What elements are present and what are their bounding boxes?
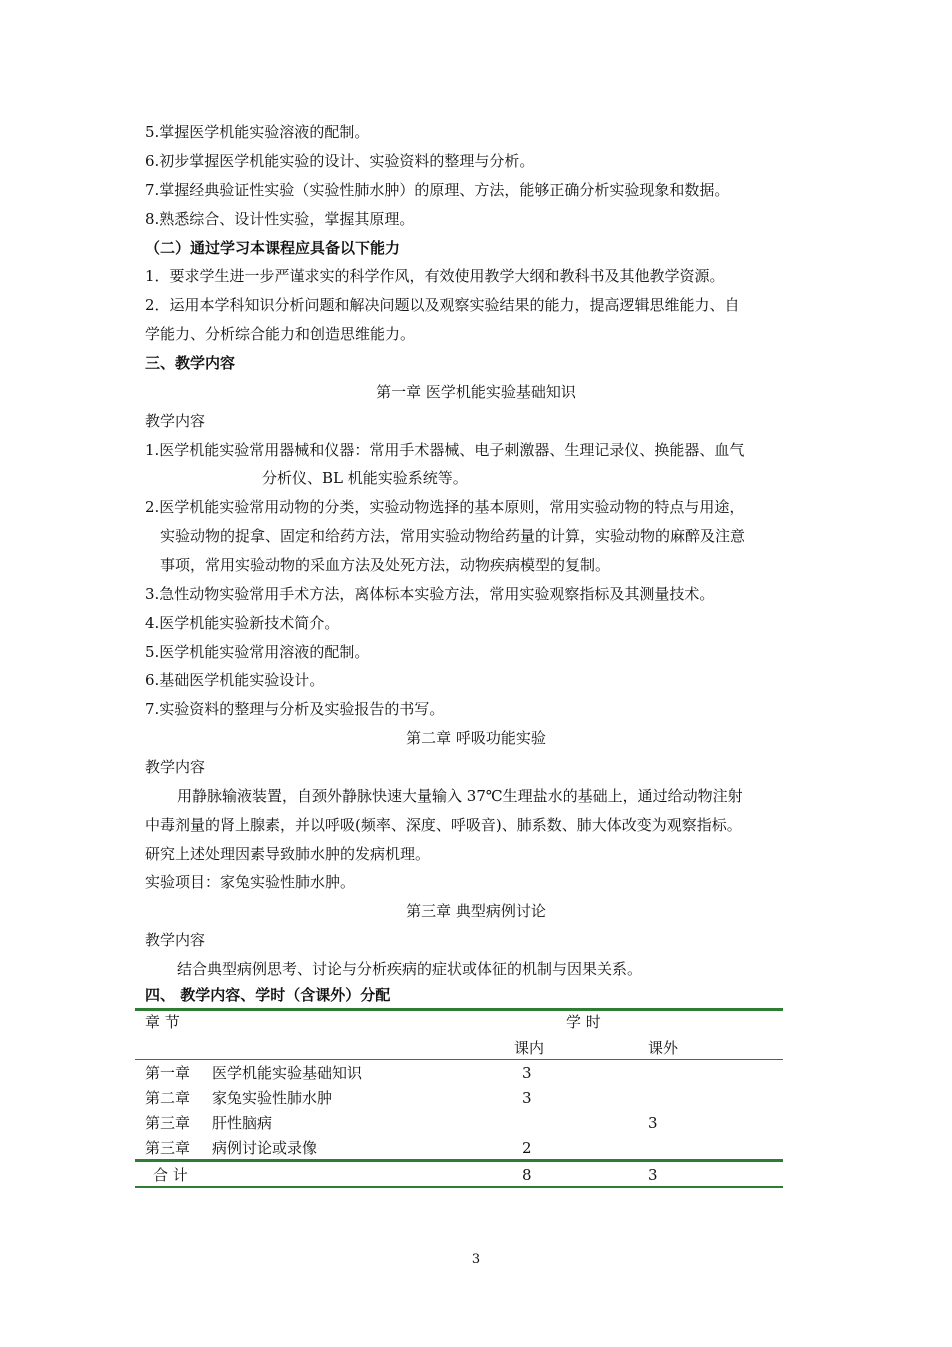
table-header-in: 课内 bbox=[514, 1039, 545, 1057]
row-in: 2 bbox=[522, 1139, 532, 1157]
row-out: 3 bbox=[648, 1114, 658, 1132]
table-bottom-rule bbox=[135, 1186, 783, 1188]
table-header-rule bbox=[135, 1059, 783, 1060]
goal-6: 6.初步掌握医学机能实验的设计、实验资料的整理与分析。 bbox=[145, 152, 535, 170]
table-top-rule bbox=[135, 1008, 783, 1011]
ch2-experiment: 实验项目：家兔实验性肺水肿。 bbox=[145, 873, 356, 891]
goal-8: 8.熟悉综合、设计性实验，掌握其原理。 bbox=[145, 210, 415, 228]
row-in: 3 bbox=[522, 1064, 532, 1082]
row-chapter: 第一章 bbox=[145, 1064, 191, 1082]
ch1-item-3: 3.急性动物实验常用手术方法，离体标本实验方法，常用实验观察指标及其测量技术。 bbox=[145, 585, 715, 603]
goal-7: 7.掌握经典验证性实验（实验性肺水肿）的原理、方法，能够正确分析实验现象和数据。 bbox=[145, 181, 730, 199]
row-name: 病例讨论或录像 bbox=[212, 1139, 318, 1157]
row-chapter: 第三章 bbox=[145, 1114, 191, 1132]
ch1-item-2-cont2: 事项，常用实验动物的采血方法及处死方法，动物疾病模型的复制。 bbox=[160, 556, 611, 574]
ch1-item-2-cont1: 实验动物的捉拿、固定和给药方法，常用实验动物给药量的计算，实验动物的麻醉及注意 bbox=[160, 527, 746, 545]
ability-2: 2．运用本学科知识分析问题和解决问题以及观察实验结果的能力，提高逻辑思维能力、自 bbox=[145, 296, 740, 314]
row-in: 3 bbox=[522, 1089, 532, 1107]
total-in: 8 bbox=[522, 1166, 532, 1184]
chapter3-title: 第三章 典型病例讨论 bbox=[406, 902, 546, 920]
ability-heading: （二）通过学习本课程应具备以下能力 bbox=[145, 239, 401, 257]
row-name: 医学机能实验基础知识 bbox=[212, 1064, 363, 1082]
ch1-item-1-cont: 分析仪、BL 机能实验系统等。 bbox=[262, 469, 468, 487]
chapter2-label: 教学内容 bbox=[145, 758, 206, 776]
row-chapter: 第二章 bbox=[145, 1089, 191, 1107]
table-header-chapter: 章 节 bbox=[145, 1013, 180, 1031]
section3-heading: 三、教学内容 bbox=[145, 354, 236, 372]
ch2-para-1: 用静脉输液装置，自颈外静脉快速大量输入 37℃生理盐水的基础上，通过给动物注射 bbox=[177, 787, 743, 805]
section4-heading: 四、 教学内容、学时（含课外）分配 bbox=[145, 986, 391, 1004]
goal-5: 5.掌握医学机能实验溶液的配制。 bbox=[145, 123, 370, 141]
chapter1-label: 教学内容 bbox=[145, 412, 206, 430]
ch1-item-1: 1.医学机能实验常用器械和仪器：常用手术器械、电子刺激器、生理记录仪、换能器、血气 bbox=[145, 441, 745, 459]
chapter3-label: 教学内容 bbox=[145, 931, 206, 949]
ch2-para-3: 研究上述处理因素导致肺水肿的发病机理。 bbox=[145, 845, 431, 863]
page-number: 3 bbox=[471, 1252, 481, 1267]
ability-1: 1．要求学生进一步严谨求实的科学作风，有效使用教学大纲和教科书及其他教学资源。 bbox=[145, 267, 725, 285]
total-out: 3 bbox=[648, 1166, 658, 1184]
row-name: 肝性脑病 bbox=[212, 1114, 273, 1132]
row-name: 家兔实验性肺水肿 bbox=[212, 1089, 333, 1107]
ch1-item-4: 4.医学机能实验新技术简介。 bbox=[145, 614, 340, 632]
row-chapter: 第三章 bbox=[145, 1139, 191, 1157]
ch1-item-2: 2.医学机能实验常用动物的分类，实验动物选择的基本原则，常用实验动物的特点与用途， bbox=[145, 498, 745, 516]
ch1-item-6: 6.基础医学机能实验设计。 bbox=[145, 671, 325, 689]
ch1-item-5: 5.医学机能实验常用溶液的配制。 bbox=[145, 643, 370, 661]
table-total-rule bbox=[135, 1159, 783, 1162]
chapter2-title: 第二章 呼吸功能实验 bbox=[406, 729, 546, 747]
table-header-hours: 学 时 bbox=[566, 1013, 601, 1031]
ch3-para-1: 结合典型病例思考、讨论与分析疾病的症状或体征的机制与因果关系。 bbox=[177, 960, 643, 978]
table-header-out: 课外 bbox=[648, 1039, 679, 1057]
ability-2-cont: 学能力、分析综合能力和创造思维能力。 bbox=[145, 325, 416, 343]
ch2-para-2: 中毒剂量的肾上腺素，并以呼吸(频率、深度、呼吸音)、肺系数、肺大体改变为观察指标。 bbox=[145, 816, 742, 834]
ch1-item-7: 7.实验资料的整理与分析及实验报告的书写。 bbox=[145, 700, 445, 718]
total-label: 合 计 bbox=[153, 1166, 188, 1184]
chapter1-title: 第一章 医学机能实验基础知识 bbox=[376, 383, 576, 401]
